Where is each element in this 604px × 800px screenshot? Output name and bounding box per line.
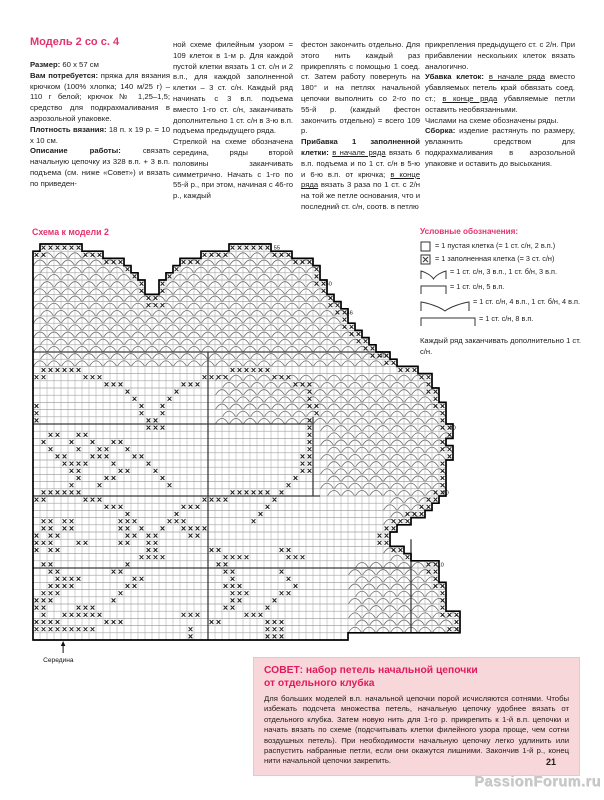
legend — [420, 227, 584, 357]
arc4-icon — [420, 297, 470, 312]
tip-box — [253, 657, 580, 776]
legend-note: Каждый ряд заканчивать дополнительно 1 ст. с/н. — [420, 336, 581, 356]
paragraph: Числами на схеме обозначены ряды. — [425, 115, 559, 125]
paragraph: Размер: 60 x 57 см — [30, 60, 99, 69]
legend-item — [420, 314, 584, 327]
legend-item-label: = 1 заполненная клетка (= 3 ст. с/н) — [435, 254, 555, 263]
paragraph: Плотность вязания: 18 п. x 19 р. = 10 x 10 см. — [30, 124, 170, 145]
page-title: Модель 2 со с. 4 — [30, 36, 120, 48]
legend-item — [420, 267, 584, 280]
paragraph: фестон закончить отдельно. Для этого нить каждый раз прикреплять с помощью 1 соед. ст. Затем работу повернуть на 180° и на петлях начальной цепочки выполнить со 2-го по 55-й р. (каждый фестон закончить отдельно) = всего 109 р. — [301, 40, 420, 136]
bracket8-icon — [420, 314, 476, 327]
tip-title: СОВЕТ: набор петель начальной цепочки от отдельного клубка — [264, 665, 478, 689]
paragraph: Стрелкой на схеме обозначена середина, ряды второй половины заканчивать симметрично. Начать с 1-го по 55-й р., при этом, начиная с 46-го р., каждый — [173, 137, 293, 201]
text-column-2 — [173, 40, 293, 202]
paragraph: Вам потребуется: пряжа для вязания крючком (100% хлопка; 140 м/25 г) – 110 г белой; крючок № 1,25–1,5; средство для подкрахмаливания в аэрозольной упаковке. — [30, 70, 170, 123]
paragraph: Прибавка 1 заполненной клетки: в начале ряда вязать 6 в.п. подъема и по 1 ст. с/н в 5-ю и 6-ю в.п. от крючка; в конце ряда вязать 3 раза по 1 ст. с 2/н на той же петле основания, что и последний ст. с/н, соотв. в петлю — [301, 137, 420, 211]
tip-body: Для больших моделей в.п. начальной цепочки порой исчисляются сотнями. Чтобы избежать подсчета множества петель, начальную цепочку удобнее вязать от отдельного клубка. Затем новую нить для 1-го р. прикрепить к 1-й в.п. цепочки и начать вязать по схеме (подсчитывать клетки филейного узора проще, чем сотни воздушных петель). При необходимости начальную цепочку легко удлинить или распустить набранные петли, если они окажутся лишними. Закончив 1-й р., конец нити начальной цепочки закрепить. — [264, 694, 569, 766]
bracket5-icon — [420, 282, 447, 295]
legend-item-label: = 1 ст. с/н, 4 в.п., 1 ст. б/н, 4 в.п. — [473, 297, 580, 306]
legend-item — [420, 297, 584, 312]
chart-title: Схема к модели 2 — [32, 227, 109, 237]
crochet-chart — [30, 240, 474, 676]
legend-item — [420, 254, 584, 265]
center-arrow-icon — [61, 641, 66, 646]
paragraph: Сборка: изделие растянуть по размеру, увлажнить средством для подкрахмаливания в аэрозольной упаковке и оставить до высыхания. — [425, 126, 575, 168]
row-number-label: 30 — [449, 425, 456, 432]
legend-item-label: = 1 ст. с/н, 8 в.п. — [479, 314, 534, 323]
row-number-label: 50 — [325, 281, 332, 288]
row-number-label: 10 — [437, 562, 444, 569]
row-number-label: 1 — [456, 627, 460, 634]
paragraph: Описание работы: связать начальную цепочку из 328 в.п. + 3 в.п. подъема (см. ниже «Совет») и вязать по приведен- — [30, 146, 170, 188]
legend-item-label: = 1 пустая клетка (= 1 ст. с/н, 2 в.п.) — [435, 241, 556, 250]
legend-item — [420, 241, 584, 252]
paragraph: ной схеме филейным узором = 109 клеток в 1-м р. Для каждой пустой клетки вязать 1 ст. с/н и 2 в.п., для каждой заполненной клетки – 3 ст. с/н. Каждый ряд начинать с 3 в.п. подъема вместо 1-го ст. с/н, заканчивать дополнительно 1 ст. с/н в 3-ю в.п. подъема предыдущего ряда. — [173, 40, 293, 136]
legend-heading: Условные обозначения: — [420, 227, 519, 236]
center-label: Середина — [43, 657, 74, 664]
arc3-icon — [420, 267, 447, 280]
legend-item — [420, 282, 584, 295]
text-column-3 — [301, 40, 420, 213]
row-number-label: 40 — [379, 353, 386, 360]
paragraph: Убавка клеток: в начале ряда вместо убавляемых петель край обвязать соед. ст.; в конце ряда убавляемые петли оставить необвязанными. — [425, 72, 576, 114]
legend-item-label: = 1 ст. с/н, 5 в.п. — [450, 282, 505, 291]
row-number-label: 55 — [273, 245, 281, 252]
page-number: 21 — [545, 757, 556, 767]
legend-items — [420, 241, 584, 327]
legend-item-label: = 1 ст. с/н, 3 в.п., 1 ст. б/н, 3 в.п. — [450, 267, 557, 276]
row-number-label: 20 — [442, 490, 449, 497]
paragraph: прикрепления предыдущего ст. с 2/н. При прибавлении нескольких клеток вязать аналогично. — [425, 40, 575, 71]
watermark: PassionForum.ru — [474, 774, 601, 790]
filled-cell-icon — [420, 254, 432, 265]
row-number-label: 46 — [346, 310, 353, 317]
text-column-1 — [30, 60, 170, 190]
empty-cell-icon — [420, 241, 432, 252]
text-column-4 — [425, 40, 575, 170]
